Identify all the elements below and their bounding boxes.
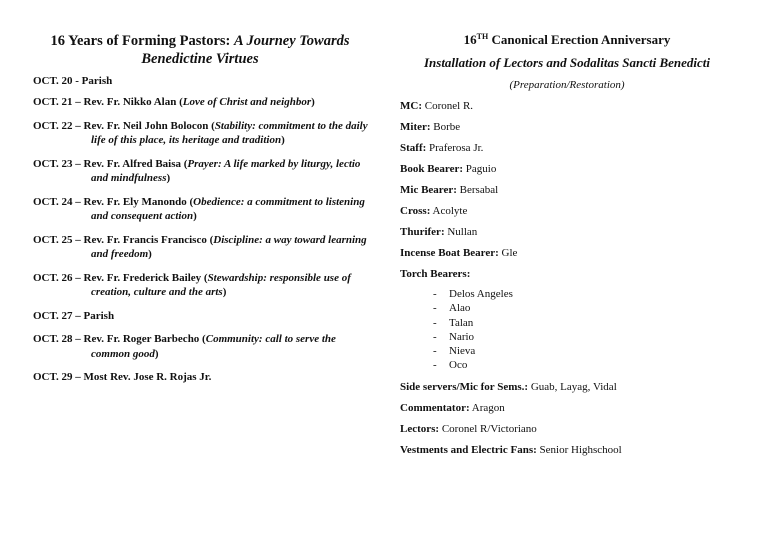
dash-bullet: - xyxy=(433,345,437,358)
role-label: MC: xyxy=(400,100,422,112)
entry-theme: Love of Christ and neighbor xyxy=(182,95,312,108)
list-item xyxy=(400,301,760,315)
dash-bullet: - xyxy=(433,302,437,315)
schedule-entry xyxy=(33,309,373,323)
torch-bearer-name: Oco xyxy=(449,359,468,372)
entry-tail: ) xyxy=(193,209,197,222)
role-label: Thurifer: xyxy=(400,226,445,238)
torch-bearer-name: Nario xyxy=(449,330,475,343)
list-item xyxy=(400,287,760,301)
role-value: Praferosa Jr. xyxy=(426,142,484,154)
role-label: Torch Bearers: xyxy=(400,268,471,280)
role-mc xyxy=(400,99,760,113)
dash-bullet: - xyxy=(433,288,437,300)
preparation-note: (Preparation/Restoration) xyxy=(509,79,625,91)
schedule-entry xyxy=(33,119,373,147)
role-value: Aragon xyxy=(469,401,505,414)
role-mic-bearer xyxy=(400,183,760,197)
role-label: Miter: xyxy=(400,121,431,133)
entry-tail: ) xyxy=(154,347,159,360)
role-value: Acolyte xyxy=(430,205,468,217)
torch-bearer-name: Talan xyxy=(449,316,474,329)
entry-theme: Prayer: A life marked by liturgy, lectio and mindfulness xyxy=(91,157,361,184)
entry-head: OCT. 24 – Rev. Fr. Ely Manondo ( xyxy=(33,195,194,208)
entry-head: OCT. 29 – Most Rev. Jose R. Rojas Jr. xyxy=(33,371,212,384)
list-item xyxy=(400,330,760,344)
role-value: Guab, Layag, Vidal xyxy=(528,380,617,393)
schedule-entry xyxy=(33,195,373,223)
role-label: Incense Boat Bearer: xyxy=(400,247,499,259)
role-value: Gle xyxy=(498,247,518,259)
title-number: 16 xyxy=(463,32,477,47)
entry-theme: Stewardship: responsible use of creation, culture and the arts xyxy=(91,271,351,298)
entry-head: OCT. 25 – Rev. Fr. Francis Francisco ( xyxy=(33,233,214,246)
entry-head: OCT. 22 – Rev. Fr. Neil John Bolocon ( xyxy=(33,119,215,132)
schedule-entry xyxy=(33,233,373,261)
schedule-title xyxy=(33,32,367,68)
role-value: Borbe xyxy=(430,121,461,133)
torch-bearer-name: Nieva xyxy=(449,345,476,358)
role-value: Nullan xyxy=(444,226,478,238)
schedule-entry xyxy=(33,157,373,185)
role-book-bearer xyxy=(400,162,760,176)
schedule-list xyxy=(33,74,373,394)
entry-tail: ) xyxy=(148,247,152,260)
role-label: Side servers/Mic for Sems.: xyxy=(400,380,529,393)
entry-head: OCT. 26 – Rev. Fr. Frederick Bailey ( xyxy=(33,271,208,284)
installation-subtitle: Installation of Lectors and Sodalitas Sancti Benedicti xyxy=(423,55,711,70)
entry-head: OCT. 28 – Rev. Fr. Roger Barbecho ( xyxy=(33,333,206,346)
schedule-entry xyxy=(33,95,373,109)
role-side-servers xyxy=(400,380,760,394)
role-cross xyxy=(400,204,760,218)
role-thurifer xyxy=(400,225,760,239)
dash-bullet: - xyxy=(433,330,437,343)
role-label: Mic Bearer: xyxy=(400,184,457,196)
torch-bearer-name: Alao xyxy=(449,302,471,315)
schedule-entry xyxy=(33,370,373,384)
role-incense-boat-bearer xyxy=(400,246,760,260)
entry-theme: Discipline: a way toward learning and freedom xyxy=(91,233,367,260)
list-item xyxy=(400,316,760,330)
title-italic: A Journey Towards Benedictine Virtues xyxy=(141,33,350,67)
entry-tail: ) xyxy=(311,95,315,108)
role-label: Cross: xyxy=(400,205,431,217)
role-lectors xyxy=(400,422,760,436)
torch-bearer-name: Delos Angeles xyxy=(449,288,513,300)
title-rest: Canonical Erection Anniversary xyxy=(488,32,671,47)
role-vestments xyxy=(400,443,760,457)
role-label: Staff: xyxy=(400,142,427,154)
entry-tail: ) xyxy=(281,133,285,146)
role-label: Lectors: xyxy=(400,422,440,435)
entry-head: OCT. 27 – Parish xyxy=(33,309,115,322)
role-value: Paguio xyxy=(463,163,497,175)
entry-tail: ) xyxy=(222,285,227,298)
entry-head: OCT. 20 - Parish xyxy=(33,75,113,87)
role-miter xyxy=(400,120,760,134)
role-value: Senior Highschool xyxy=(536,443,622,456)
entry-head: OCT. 23 – Rev. Fr. Alfred Baisa ( xyxy=(33,157,188,170)
dash-bullet: - xyxy=(433,359,437,372)
dash-bullet: - xyxy=(433,316,437,329)
role-label: Vestments and Electric Fans: xyxy=(400,443,537,456)
role-torch-bearers xyxy=(400,267,760,281)
torch-bearer-list xyxy=(400,287,760,373)
title-ordinal: TH xyxy=(476,32,489,41)
schedule-entry xyxy=(33,332,373,360)
schedule-entry xyxy=(33,271,373,299)
role-label: Commentator: xyxy=(400,401,470,414)
role-list xyxy=(400,99,760,464)
title-plain: 16 Years of Forming Pastors: xyxy=(50,33,234,49)
entry-theme: Stability: commitment to the daily life of this place, its heritage and tradition xyxy=(91,119,368,146)
list-item xyxy=(400,358,760,372)
role-staff xyxy=(400,141,760,155)
role-commentator xyxy=(400,401,760,415)
schedule-entry xyxy=(33,74,373,88)
entry-tail: ) xyxy=(166,171,171,184)
role-value: Coronel R/Victoriano xyxy=(439,422,537,435)
list-item xyxy=(400,344,760,358)
anniversary-title xyxy=(400,32,734,48)
role-label: Book Bearer: xyxy=(400,163,464,175)
entry-theme: Obedience: a commitment to listening and consequent action xyxy=(91,195,365,222)
role-value: Bersabal xyxy=(456,184,499,196)
role-value: Coronel R. xyxy=(422,100,474,112)
entry-theme: Community: call to serve the common good xyxy=(91,333,336,360)
entry-head: OCT. 21 – Rev. Fr. Nikko Alan ( xyxy=(33,95,183,108)
